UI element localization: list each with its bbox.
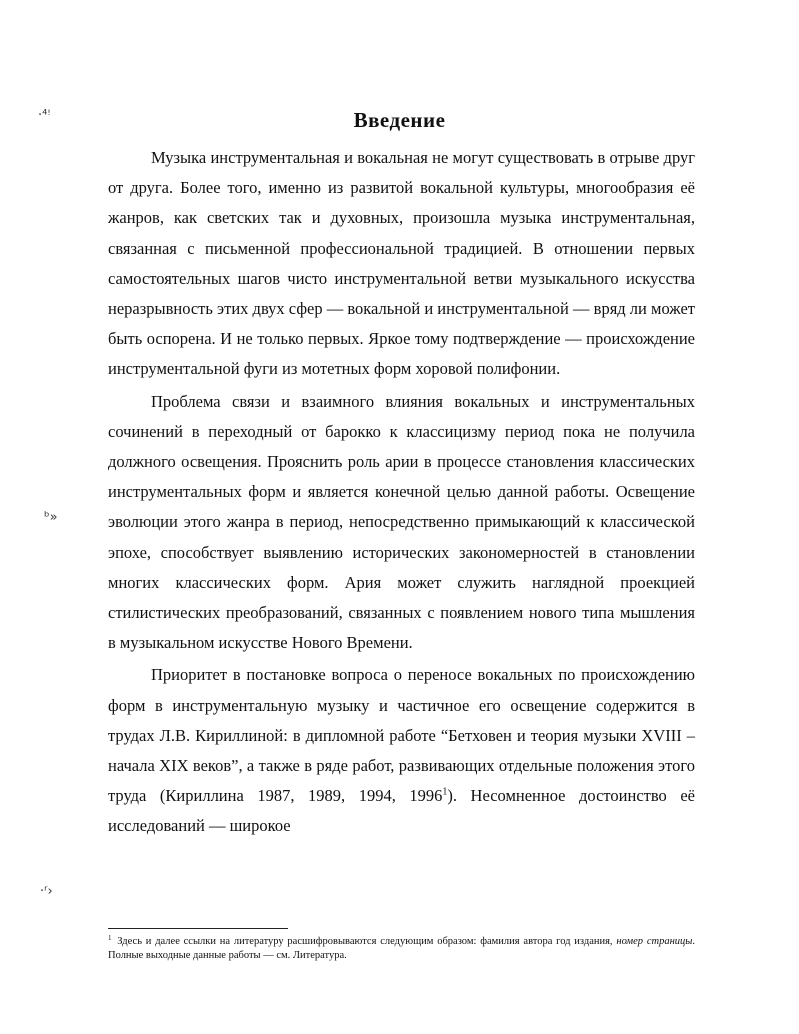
body-text bbox=[108, 143, 695, 842]
margin-scan-mark-top: ·⁴ꜝ bbox=[38, 108, 51, 123]
paragraph-2: Проблема связи и взаимного влияния вокальных и инструментальных сочинений в переходный от барокко к классицизму период пока не получила должного освещения. Прояснить роль арии в процессе становления классических инструментальных форм и является конечной целью данной работы. Освещение эволюции этого жанра в период, непосредственно примыкающий к классической эпохе, способствует выявлению исторических закономерностей в становлении многих классических форм. Ария может служить наглядной проекцией стилистических преобразований, связанных с появлением нового типа мышления в музыкальном искусстве Нового Времени. bbox=[108, 391, 695, 653]
footnote bbox=[108, 935, 695, 963]
paragraph-3-text-end: ). Несомненное достоинство её исследований — широкое bbox=[108, 786, 695, 836]
footnote-reference: 1 bbox=[442, 786, 448, 798]
page-title: Введение bbox=[353, 108, 446, 132]
footnote-divider bbox=[108, 928, 288, 929]
margin-scan-mark-middle: ᵇ» bbox=[44, 510, 58, 525]
footnote-text-end: . Полные выходные данные работы — см. Литература. bbox=[108, 936, 696, 961]
paragraph-3 bbox=[108, 660, 695, 841]
paragraph-1: Музыка инструментальная и вокальная не могут существовать в отрыве друг от друга. Более того, именно из развитой вокальной культуры, многообразия её жанров, как светских так и духовных, произошла музыка инструментальная, связанная с письменной профессиональной традицией. В отношении первых самостоятельных шагов чисто инструментальной ветви музыкального искусства неразрывность этих двух сфер — вокальной и инструментальной — вряд ли может быть оспорена. И не только первых. Яркое тому подтверждение — происхождение инструментальной фуги из мотетных форм хоровой полифонии. bbox=[108, 148, 695, 379]
footnote-italic-text: номер страницы bbox=[616, 936, 693, 947]
footnote-mark: 1 bbox=[108, 933, 112, 942]
paragraph-3-text: Приоритет в постановке вопроса о переносе вокальных по происхождению форм в инструментальную музыку и частичное его освещение содержится в трудах Л.В. Кириллиной: в дипломной работе “Бетховен и теория музыки XVIII – начала XIX веков”, а также в ряде работ, развивающих отдельные положения этого труда (Кириллина 1987, 1989, 1994, 1996 bbox=[108, 665, 695, 806]
footnote-text: Здесь и далее ссылки на литературу расшифровываются следующим образом: фамилия автора год издания, bbox=[113, 936, 617, 947]
margin-scan-mark-bottom: ·ʳ› bbox=[40, 884, 53, 899]
